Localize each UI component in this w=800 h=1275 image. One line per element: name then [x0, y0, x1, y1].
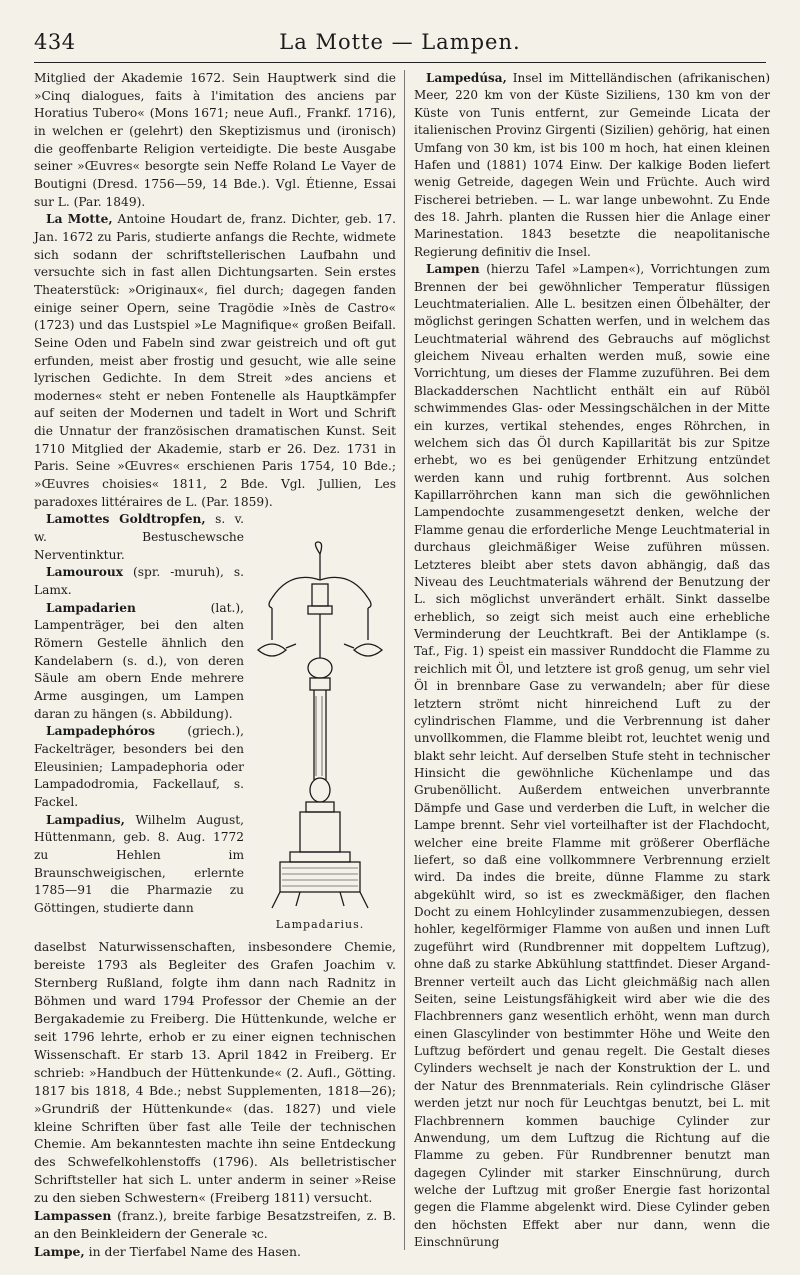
entry-la-motte [34, 211, 396, 511]
entry-body: (hierzu Tafel »Lampen«), Vorrichtungen zum Brennen der bei gewöhnlicher Temperatur flüssigen Leuchtmaterialien. Alle L. besitzen einen Ölbehälter, der möglichst geringen Schatten werfen, und in welchem das Leuchtmaterial während des Gebrauchs auf möglichst gleichem Niveau erhalten werden muß, sowie eine Vorrichtung, um dieses der Flamme zuzuführen. Bei dem Blackadderschen Nachtlicht enthält ein auf Rüböl schwimmendes Glas- oder Messingschälchen in der Mitte ein kurzes, vertikal stehendes, enges Röhrchen, in welchem sich das Öl durch Kapillarität bis zur Spitze erhebt, wo es bei genügender Erhitzung entzündet werden kann und ruhig fortbrennt. Aus solchen Kapillarröhrchen kann man sich die gewöhnlichen Lampendochte zusammengesetzt denken, welche der Flamme genau die erforderliche Menge Leuchtmaterial in durchaus gleichmäßiger Weise zuführen müssen. Letzteres bleibt aber stets davon abhängig, daß das Niveau des Leuchtmaterials während der Benutzung der L. sich möglichst unverändert erhält. Sinkt dasselbe erheblich, so zeigt sich meist auch eine erhebliche Verminderung der Leuchtkraft. Bei der Antiklampe (s. Taf., Fig. 1) speist ein massiver Runddocht die Flamme zu reichlich mit Öl, und letztere ist groß genug, um sehr viel Öl in brennbare Gase zu verwandeln; aber für diese letztern strömt nicht hinreichend Luft zu der cylindrischen Flamme, und die Verbrennung ist daher unvollkommen, die Flamme bleibt rot, leuchtet wenig und blakt sehr leicht. Auf derselben Stufe steht in technischer Hinsicht die gewöhnliche Küchenlampe und das Grubenöllicht. Außerdem entweichen unverbrannte Dämpfe und Gase und verderben die Luft, in welcher die Lampe brennt. Sehr viel vorteilhafter ist der Flachdocht, welcher eine breite Flamme mit größerer Oberfläche liefert, so daß eine vollkommnere Verbrennung erzielt wird. Da indes die breite, dünne Flamme zu stark abgekühlt wird, so ist es zweckmäßiger, den flachen Docht zu einem Hohlcylinder zusammenzubiegen, dessen hohler, kegelförmiger Flamme von außen und innen Luft zugeführt wird (Rundbrenner mit doppeltem Luftzug), ohne daß zu starke Abkühlung stattfindet. Dieser Argand-Brenner verteilt auch das Licht gleichmäßig nach allen Seiten, seine Leistungsfähigkeit wird aber wie die des Flachbrenners ganz wesentlich erhöht, wenn man durch einen Glascylinder von bestimmter Höhe und Weite den Luftzug befördert und genau regelt. Die Gestalt dieses Cylinders wechselt je nach der Konstruktion der L. und der Natur des Brennmaterials. Rein cylindrische Gläser werden jetzt nur noch für Leuchtgas benutzt, bei L. mit Flachbrennern kommen bauchige Cylinder zur Anwendung, um dem Luftzug die Richtung auf die Flamme zu geben. Für Rundbrenner benutzt man dagegen Cylinder mit starker Einschnürung, durch welche der Luftzug mit großer Energie fast horizontal gegen die Flamme abgelenkt wird. Diese Cylinder geben den höchsten Effekt aber nur dann, wenn die Einschnürung [414, 262, 770, 1250]
entry-headword: Lamottes Goldtropfen, [46, 512, 206, 527]
entry-headword: Lampen [426, 262, 480, 277]
entry-lampadephoros [34, 723, 244, 811]
entry-headword: Lamouroux [46, 565, 124, 580]
entry-body: s. v. w. Bestuschewsche Nerventinktur. [34, 512, 244, 562]
entry-headword: Lampedúsa, [426, 71, 507, 85]
entry-body: Insel im Mittelländischen (afrikanischen) Meer, 220 km von der Küste Siziliens, 130 km von der Küste von Tunis entfernt, zur Gemeinde Licata der italienischen Provinz Girgenti (Sizilien) gehörig, hat einen Umfang von 30 km, ist bis 100 m hoch, hat einen kleinen Hafen und (1881) 1074 Einw. Der kalkige Boden liefert wenig Getreide, dagegen Wein und Früchte. Auch wird Fischerei betrieben. — L. war lange unbewohnt. Zu Ende des 18. Jahrh. planten die Russen hier die Anlage einer Marinestation. 1843 besetzte die neapolitanische Regierung definitiv die Insel. [414, 71, 770, 259]
running-head: La Motte — Lampen. [279, 30, 521, 54]
header-rule [34, 62, 766, 63]
entry-lampadius [34, 812, 244, 918]
page-header [0, 0, 800, 62]
entry-body: in der Tierfabel Name des Hasen. [84, 1244, 301, 1260]
entry-body: (lat.), Lampenträger, bei den alten Römern Gestelle ähnlich den Kandelabern (s. d.), von deren Säule am obern Ende mehrere Arme ausgingen, um Lampen daran zu hängen (s. Abbildung). [34, 600, 244, 721]
entry-lampadius-continued: daselbst Naturwissenschaften, insbesondere Chemie, bereiste 1793 als Begleiter des Grafen Joachim v. Sternberg Rußland, folgte ihm dann nach Radnitz in Böhmen und ward 1794 Professor der Chemie an der Bergakademie zu Freiberg. Die Hüttenkunde, welche er seit 1796 lehrte, erhob er zu einer eignen technischen Wissenschaft. Er starb 13. April 1842 in Freiberg. Er schrieb: »Handbuch der Hüttenkunde« (2. Aufl., Götting. 1817 bis 1818, 4 Bde.; nebst Supplementen, 1818—26); »Grundriß der Hüttenkunde« (das. 1827) und viele kleine Schriften über fast alle Teile der technischen Chemie. Am bekanntesten machte ihn seine Entdeckung des Schwefelkohlenstoffs (1796). Als belletristischer Schriftsteller hat sich L. unter anderm in seiner »Reise zu den sieben Schwestern« (Freiberg 1811) versucht. [34, 939, 396, 1206]
entry-body: (franz.), breite farbige Besatzstreifen, z. B. an den Beinkleidern der Generale ꝛc. [34, 1208, 396, 1242]
column-divider [404, 70, 405, 1250]
entry-headword: Lampassen [34, 1208, 112, 1224]
entry-continuation: Mitglied der Akademie 1672. Sein Hauptwerk sind die »Cinq dialogues, faits à l'imitation des anciens par Horatius Tubero« (Mons 1671; neue Aufl., Frankf. 1716), in welchen er (gelehrt) den Skeptizismus und (ironisch) die geoffenbarte Religion verteidigte. Die beste Ausgabe seiner »Œuvres« besorgte sein Neffe Roland Le Vayer de Boutigni (Dresd. 1756—59, 14 Bde.). Vgl. Étienne, Essai sur L. (Par. 1849). [34, 71, 396, 209]
entry-headword: Lampadephóros [46, 724, 155, 739]
entry-lampen [414, 261, 770, 1251]
entry-lampedusa [414, 70, 770, 261]
entry-lampadarien [34, 600, 244, 724]
entry-body: (spr. -muruh), s. Lamx. [34, 565, 244, 598]
entry-lampe [34, 1243, 396, 1261]
entry-headword: Lampadius, [46, 812, 125, 827]
entry-lamouroux [34, 564, 244, 599]
lampadarius-drawing [250, 540, 390, 915]
entry-headword: La Motte, [46, 212, 113, 227]
entry-body: Wilhelm August, Hüttenmann, geb. 8. Aug. 1772 zu Hehlen im Braunschweigischen, erlernte 1785—91 die Pharmazie zu Göttingen, studierte dann [34, 812, 244, 915]
entry-headword: Lampe, [34, 1244, 85, 1260]
page-number: 434 [34, 30, 76, 54]
entry-body: (griech.), Fackelträger, besonders bei den Eleusinien; Lampadephoria oder Lampadodromia, Fackellauf, s. Fackel. [34, 724, 244, 809]
entry-lampassen [34, 1207, 396, 1243]
lampadarius-illustration [250, 540, 390, 940]
left-column-lower [34, 938, 396, 1261]
entry-headword: Lampadarien [46, 600, 136, 615]
figure-caption: Lampadarius. [275, 918, 365, 931]
right-column [414, 70, 770, 1252]
entry-body: Antoine Houdart de, franz. Dichter, geb. 17. Jan. 1672 zu Paris, studierte anfangs die Rechte, widmete sich sodann der schriftstellerischen Laufbahn und versuchte sich in fast allen Dichtungsarten. Sein erstes Theaterstück: »Originaux«, fiel durch; dagegen fanden einige seiner Opern, seine Tragödie »Inès de Castro« (1723) und das Lustspiel »Le Magnifique« großen Beifall. Seine Oden und Fabeln sind zwar geistreich und oft gut erfunden, meist aber frostig und gesucht, wie alle seine lyrischen Gedichte. In dem Streit »des anciens et modernes« steht er neben Fontenelle als Hauptkämpfer auf seiten der Modernen und tadelt in Wort und Schrift die Unnatur der französischen dramatischen Kunst. Seit 1710 Mitglied der Akademie, starb er 26. Dez. 1731 in Paris. Seine »Œuvres« erschienen Paris 1754, 10 Bde.; »Œuvres choisies« 1811, 2 Bde. Vgl. Jullien, Les paradoxes littéraires de L. (Par. 1859). [34, 212, 396, 509]
entry-lamottes-goldtropfen [34, 511, 244, 564]
